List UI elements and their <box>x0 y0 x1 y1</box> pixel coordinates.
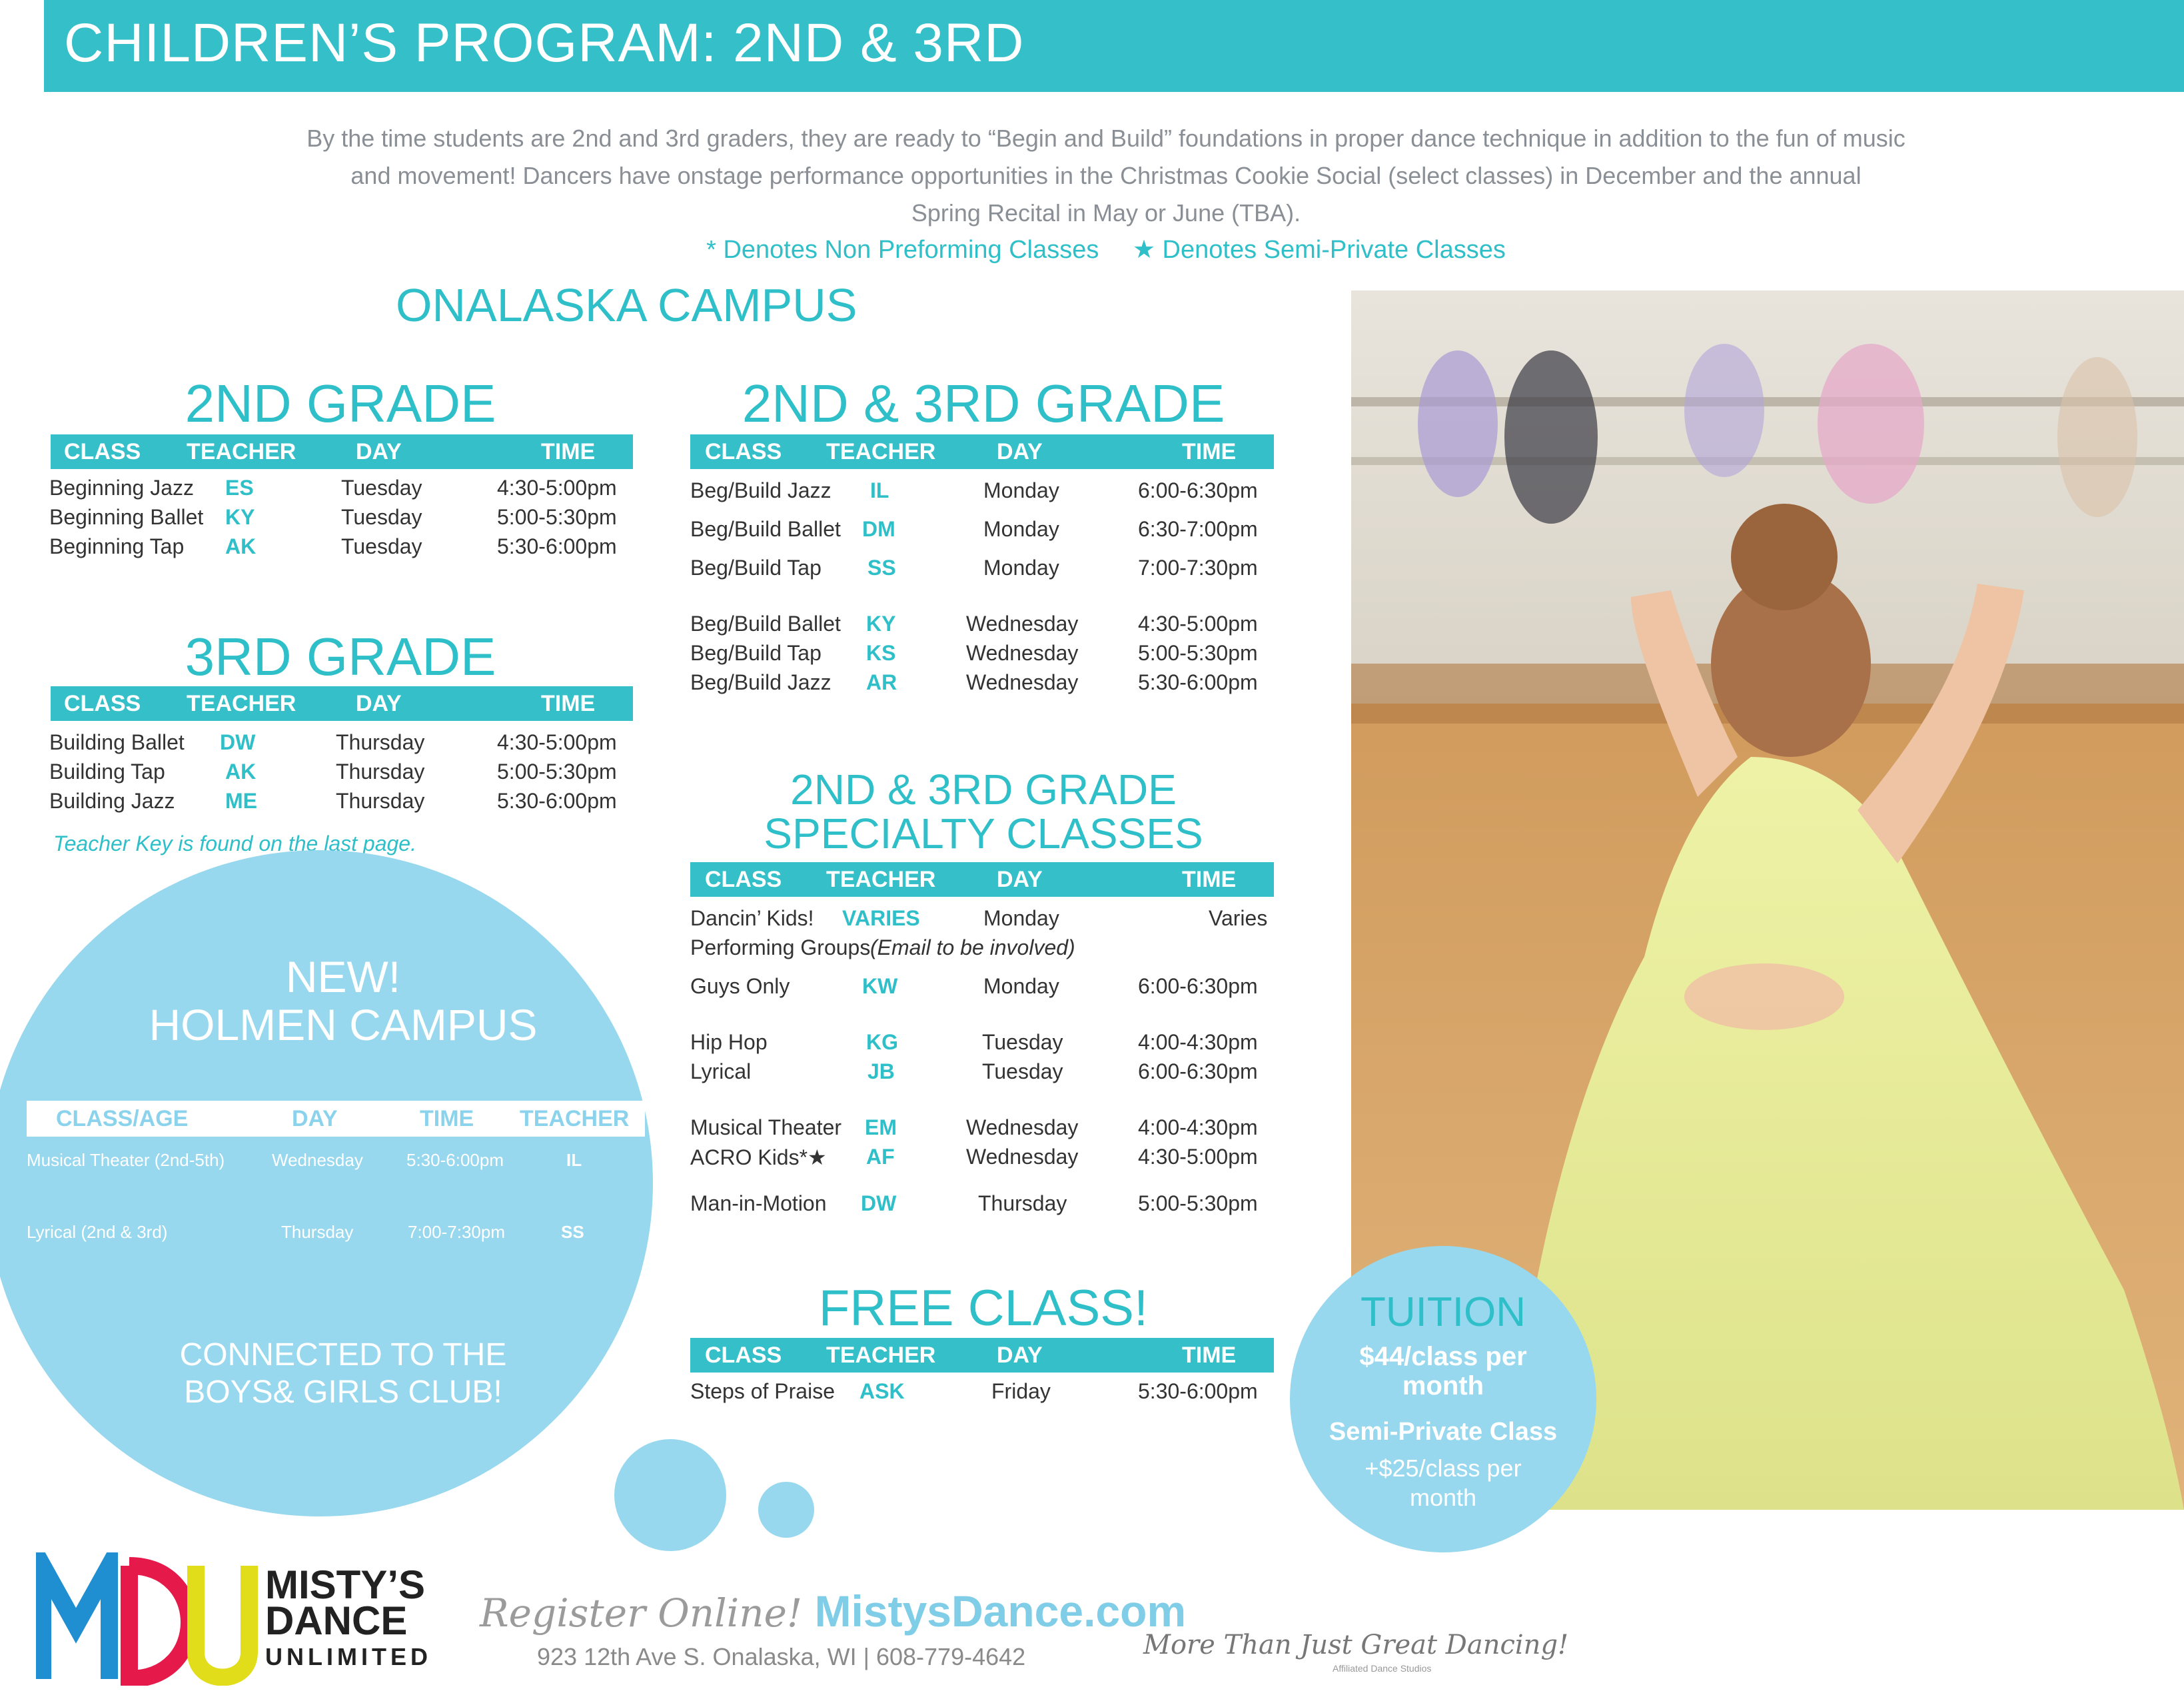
header-time: TIME <box>1182 867 1237 892</box>
header-teacher: TEACHER <box>520 1106 630 1131</box>
intro-line: and movement! Dancers have onstage performance opportunities in the Christmas Cookie Social (select classes) in December and the annual <box>350 162 1862 189</box>
header-teacher: TEACHER <box>826 867 936 892</box>
class-time: 6:30-7:00pm <box>1138 517 1258 541</box>
header-class-age: CLASS/AGE <box>56 1106 189 1131</box>
tagline-sub: Affiliated Dance Studios <box>1333 1663 1432 1674</box>
class-name: Beg/Build Ballet <box>690 612 841 636</box>
free-table-header <box>690 1338 1274 1373</box>
teacher-code: DW <box>220 730 256 754</box>
table-row <box>690 612 1277 638</box>
table-row <box>690 1030 1277 1057</box>
table-row <box>49 534 636 561</box>
class-day: Tuesday <box>982 1030 1063 1054</box>
class-name: Beg/Build Ballet <box>690 517 841 541</box>
class-name: Beginning Jazz <box>49 476 195 500</box>
class-name: Dancin’ Kids! <box>690 906 814 930</box>
table-row <box>49 760 636 786</box>
semi-private-note: ★ Denotes Semi-Private Classes <box>1132 236 1506 264</box>
specialty-title-line2: SPECIALTY CLASSES <box>764 810 1203 857</box>
class-name: Lyrical (2nd & 3rd) <box>27 1222 168 1242</box>
grade23-table-header <box>690 434 1274 469</box>
grade2-title: 2ND GRADE <box>185 374 496 433</box>
class-day: Monday <box>983 974 1059 998</box>
header-teacher: TEACHER <box>187 439 296 464</box>
teacher-code: KG <box>866 1030 898 1054</box>
table-row <box>690 1379 1277 1406</box>
boys-girls-club-note <box>0 1337 686 1411</box>
teacher-key-note: Teacher Key is found on the last page. <box>53 832 416 855</box>
table-row <box>690 478 1277 505</box>
table-row <box>690 906 1277 933</box>
class-time: 5:00-5:30pm <box>1138 641 1258 665</box>
class-time: 5:30-6:00pm <box>497 534 617 558</box>
website-link[interactable]: MistysDance.com <box>814 1586 1187 1636</box>
class-time: 4:30-5:00pm <box>1138 612 1258 636</box>
legend-notes <box>253 235 1959 265</box>
free-class-title: FREE CLASS! <box>818 1280 1149 1337</box>
tagline: More Than Just Great Dancing! <box>1143 1630 1569 1660</box>
class-time: 5:30-6:00pm <box>1138 670 1258 694</box>
class-day: Wednesday <box>966 1145 1079 1169</box>
semi-price-line2: month <box>1409 1484 1477 1511</box>
header-class: CLASS <box>64 691 141 716</box>
specialty-title <box>690 768 1277 855</box>
table-row <box>690 974 1277 1001</box>
class-time: 6:00-6:30pm <box>1138 974 1258 998</box>
class-time: 6:00-6:30pm <box>1138 1059 1258 1083</box>
grade3-title: 3RD GRADE <box>185 627 496 686</box>
tuition-title: TUITION <box>1361 1289 1526 1335</box>
class-name: Lyrical <box>690 1059 752 1083</box>
header-day: DAY <box>356 691 402 716</box>
header-class: CLASS <box>705 439 782 464</box>
holmen-new-label: NEW! <box>285 952 401 1001</box>
table-row <box>690 556 1277 582</box>
class-day: Thursday <box>336 730 425 754</box>
header-day: DAY <box>997 867 1043 892</box>
class-day: Thursday <box>336 760 425 784</box>
decorative-bubble-small <box>758 1482 814 1538</box>
class-time: 6:00-6:30pm <box>1138 478 1258 502</box>
teacher-code: ES <box>225 476 254 500</box>
class-day: Tuesday <box>341 505 422 529</box>
class-time: 7:00-7:30pm <box>1138 556 1258 580</box>
non-performing-note: * Denotes Non Preforming Classes <box>706 236 1099 264</box>
header-teacher: TEACHER <box>826 439 936 464</box>
table-row <box>690 1191 1277 1218</box>
header-day: DAY <box>997 1343 1043 1368</box>
tuition-price-line2: month <box>1402 1371 1484 1401</box>
class-day: Wednesday <box>966 670 1079 694</box>
table-row <box>690 1145 1277 1171</box>
teacher-code: KW <box>862 974 898 998</box>
class-day: Wednesday <box>966 641 1079 665</box>
class-time: 4:30-5:00pm <box>497 476 617 500</box>
header-teacher: TEACHER <box>826 1343 936 1368</box>
class-name: Steps of Praise <box>690 1379 835 1403</box>
logo-wordmark <box>265 1562 432 1675</box>
header-time: TIME <box>420 1106 474 1131</box>
grade3-table-header <box>51 686 633 721</box>
class-name: Building Jazz <box>49 789 175 813</box>
class-time: 4:00-4:30pm <box>1138 1030 1258 1054</box>
teacher-code: KY <box>225 505 255 529</box>
teacher-code: ASK <box>859 1379 905 1403</box>
table-row <box>27 1222 653 1246</box>
table-row <box>690 670 1277 697</box>
intro-line: Spring Recital in May or June (TBA). <box>911 199 1301 227</box>
teacher-code: KY <box>866 612 896 636</box>
class-name: Hip Hop <box>690 1030 768 1054</box>
header-time: TIME <box>1182 1343 1237 1368</box>
table-row <box>690 641 1277 668</box>
specialty-title-line1: 2ND & 3RD GRADE <box>790 766 1177 814</box>
logo-line3: UNLIMITED <box>265 1643 432 1670</box>
register-line <box>480 1586 1186 1636</box>
table-row <box>690 1115 1277 1142</box>
class-day: Monday <box>983 478 1059 502</box>
class-name: Building Tap <box>49 760 165 784</box>
teacher-code: IL <box>870 478 889 502</box>
address-line: 923 12th Ave S. Onalaska, WI | 608-779-4642 <box>537 1643 1026 1670</box>
class-name: Man-in-Motion <box>690 1191 827 1215</box>
class-time: 7:00-7:30pm <box>408 1222 505 1242</box>
class-time: 5:00-5:30pm <box>497 505 617 529</box>
holmen-campus-label: HOLMEN CAMPUS <box>149 1000 538 1049</box>
class-day: Tuesday <box>982 1059 1063 1083</box>
teacher-code: DM <box>862 517 895 541</box>
class-time: 4:00-4:30pm <box>1138 1115 1258 1139</box>
teacher-code: SS <box>561 1222 584 1242</box>
title-banner <box>44 0 2184 92</box>
connected-line2: BOYS& GIRLS CLUB! <box>184 1375 502 1410</box>
campus-heading: ONALASKA CAMPUS <box>396 279 857 331</box>
class-day: Thursday <box>336 789 425 813</box>
class-time: 5:30-6:00pm <box>406 1150 504 1170</box>
class-name: Musical Theater (2nd-5th) <box>27 1150 225 1170</box>
mdu-logo-mark <box>36 1552 263 1686</box>
performing-groups-row <box>690 935 1277 962</box>
class-day: Monday <box>983 517 1059 541</box>
class-name: Guys Only <box>690 974 790 998</box>
holmen-title <box>0 953 686 1049</box>
logo-line1: MISTY’S <box>265 1562 426 1607</box>
header-time: TIME <box>1182 439 1237 464</box>
table-row <box>690 1059 1277 1086</box>
table-row <box>690 517 1277 544</box>
class-name: Beg/Build Jazz <box>690 478 831 502</box>
teacher-code: AK <box>225 760 257 784</box>
header-day: DAY <box>356 439 402 464</box>
class-time: Varies <box>1209 906 1268 930</box>
class-day: Tuesday <box>341 534 422 558</box>
header-class: CLASS <box>705 1343 782 1368</box>
table-row <box>49 730 636 757</box>
class-name: Musical Theater <box>690 1115 842 1139</box>
class-day: Monday <box>983 906 1059 930</box>
teacher-code: AF <box>866 1145 895 1169</box>
mdu-logo <box>36 1552 263 1686</box>
teacher-code: EM <box>865 1115 897 1139</box>
header-day: DAY <box>292 1106 338 1131</box>
teacher-code: JB <box>867 1059 895 1083</box>
tuition-price-line1: $44/class per <box>1359 1342 1527 1371</box>
table-row <box>49 789 636 816</box>
class-time: 5:30-6:00pm <box>1138 1379 1258 1403</box>
class-name: Beginning Ballet <box>49 505 204 529</box>
class-day: Tuesday <box>341 476 422 500</box>
class-name: Beg/Build Jazz <box>690 670 831 694</box>
header-class: CLASS <box>64 439 141 464</box>
teacher-code: IL <box>566 1150 582 1170</box>
header-time: TIME <box>541 691 596 716</box>
class-time: 4:30-5:00pm <box>1138 1145 1258 1169</box>
class-name: Beg/Build Tap <box>690 556 821 580</box>
page-title: CHILDREN’S PROGRAM: 2ND & 3RD <box>64 13 1025 73</box>
class-day: Monday <box>983 556 1059 580</box>
header-day: DAY <box>997 439 1043 464</box>
class-name: Beg/Build Tap <box>690 641 821 665</box>
holmen-campus-circle <box>0 850 653 1516</box>
class-day: Thursday <box>978 1191 1067 1215</box>
intro-line: By the time students are 2nd and 3rd graders, they are ready to “Begin and Build” foundations in proper dance technique in addition to the fun of music <box>306 125 1906 152</box>
class-day: Friday <box>991 1379 1051 1403</box>
holmen-table-header <box>27 1101 645 1137</box>
class-name: Beginning Tap <box>49 534 185 558</box>
register-label: Register Online! <box>480 1590 803 1636</box>
header-time: TIME <box>541 439 596 464</box>
intro-paragraph <box>253 120 1959 232</box>
header-teacher: TEACHER <box>187 691 296 716</box>
specialty-table-header <box>690 862 1274 897</box>
teacher-code: AK <box>225 534 257 558</box>
class-day: Wednesday <box>966 1115 1079 1139</box>
grade23-title: 2ND & 3RD GRADE <box>742 374 1225 433</box>
teacher-code: SS <box>867 556 896 580</box>
class-day: Wednesday <box>966 612 1079 636</box>
performing-note: (Email to be involved) <box>870 935 1075 959</box>
table-row <box>49 476 636 502</box>
class-name: Building Ballet <box>49 730 185 754</box>
header-class: CLASS <box>705 867 782 892</box>
semi-private-price <box>1290 1454 1596 1512</box>
logo-line2: DANCE <box>265 1598 408 1643</box>
teacher-code: VARIES <box>842 906 920 930</box>
performing-groups: Performing Groups <box>690 935 871 959</box>
class-name: ACRO Kids*★ <box>690 1145 827 1169</box>
class-time: 5:00-5:30pm <box>1138 1191 1258 1215</box>
grade2-table-header <box>51 434 633 469</box>
semi-private-label: Semi-Private Class <box>1329 1418 1558 1446</box>
teacher-code: DW <box>861 1191 897 1215</box>
class-time: 4:30-5:00pm <box>497 730 617 754</box>
semi-price-line1: +$25/class per <box>1365 1454 1522 1482</box>
teacher-code: ME <box>225 789 257 813</box>
connected-line1: CONNECTED TO THE <box>179 1337 507 1373</box>
table-row <box>27 1150 653 1174</box>
table-row <box>49 505 636 532</box>
teacher-code: KS <box>866 641 896 665</box>
tuition-price <box>1290 1342 1596 1401</box>
class-day: Wednesday <box>272 1150 363 1170</box>
teacher-code: AR <box>866 670 897 694</box>
class-time: 5:00-5:30pm <box>497 760 617 784</box>
class-day: Thursday <box>281 1222 354 1242</box>
decorative-bubble-large <box>614 1439 726 1551</box>
class-time: 5:30-6:00pm <box>497 789 617 813</box>
